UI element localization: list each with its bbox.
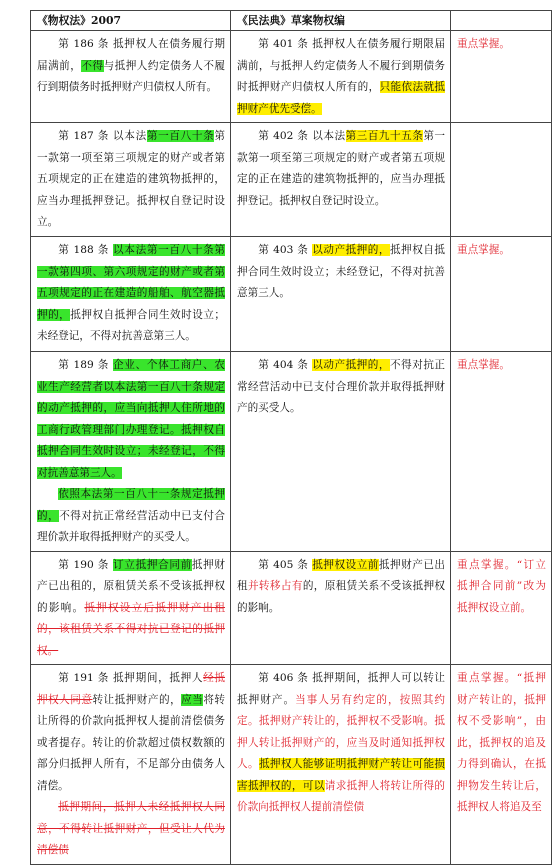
struck-text: 经抵押权人同意	[37, 672, 225, 706]
table-row	[31, 237, 552, 352]
paragraph	[237, 240, 445, 305]
highlighted-text: 以动产抵押的，	[312, 359, 390, 371]
text-segment: 第 405 条	[258, 558, 313, 571]
paragraph	[37, 126, 225, 234]
text-segment: 与抵押人约定债务人不履行到期债务时抵押财产归债权人所有。	[37, 59, 226, 93]
paragraph	[37, 240, 225, 348]
text-segment: 将转让所得的价款向抵押权人提前清偿债务或者提存。转让的价款超过债权数额的部分归抵押人所有，不足部分由债务人清偿。	[37, 693, 226, 792]
highlighted-text: 第一百八十条	[146, 130, 215, 142]
highlighted-text: 抵押权人能够证明抵押财产转让可能损害抵押权的，可以	[237, 758, 446, 792]
comparison-table-wrapper	[30, 10, 551, 865]
paragraph	[37, 797, 225, 862]
table-row	[31, 352, 552, 552]
cell-civil-code	[231, 352, 451, 552]
text-segment: 不得对抗正常经营活动中已支付合理价款并取得抵押财产的买受人。	[237, 359, 446, 414]
header-civil-code: 《民法典》草案物权编	[231, 11, 451, 31]
highlighted-text: 以动产抵押的，	[312, 244, 390, 256]
text-segment: 抵押财产已出租的，原租赁关系不受该抵押权的影响。	[37, 558, 226, 614]
text-segment: 转让抵押财产的，	[92, 693, 182, 706]
text-segment: 第 403 条	[258, 244, 313, 256]
text-segment: 第 187 条 以本法	[58, 130, 147, 142]
red-text: 抵押人转让抵押财产的，应当及时通知抵押权人。	[237, 715, 445, 770]
paragraph	[457, 555, 546, 620]
text-segment: 不得对抗正常经营活动中已支付合理价款并取得抵押财产的买受人。	[37, 509, 226, 543]
red-text: 当事人另有约定的，按照其约定。抵押财产转让的，抵押权不受影响。	[237, 693, 446, 727]
text-segment: 的，原租赁关系不受该抵押权的影响。	[237, 580, 446, 614]
text-segment: 第 186 条 抵押权人在债务履行期届满前，	[37, 38, 225, 72]
paragraph	[457, 240, 546, 262]
highlighted-text: 依照本法第一百八十一条规定抵押的，	[37, 488, 225, 522]
paragraph	[237, 668, 445, 819]
text-segment: 抵押权自抵押合同生效时设立；未经登记，不得对抗善意第三人。	[37, 308, 226, 342]
cell-civil-code	[231, 551, 451, 665]
paragraph	[457, 355, 546, 377]
cell-notes	[451, 551, 552, 665]
paragraph	[37, 34, 225, 99]
paragraph	[37, 484, 225, 549]
highlighted-text: 抵押权设立前	[312, 558, 379, 571]
cell-civil-code	[231, 123, 451, 237]
highlighted-text: 不得	[81, 59, 104, 72]
table-row	[31, 665, 552, 865]
text-segment: 抵押财产已出租	[237, 558, 446, 592]
highlighted-text: 只能依法就抵押财产优先受偿。	[237, 81, 446, 115]
paragraph	[457, 34, 546, 56]
red-text: 重点掌握。“订立抵押合同前”改为抵押权设立前。	[457, 558, 546, 614]
text-segment: 第 190 条	[58, 558, 114, 571]
highlighted-text: 订立抵押合同前	[113, 558, 192, 571]
cell-property-law	[31, 123, 231, 237]
paragraph	[237, 34, 445, 120]
red-text: 重点掌握。“抵押财产转让的，抵押权不受影响”，由此，抵押权的追及力得到确认，在抵押物发生转让后，抵押权人将追及至	[457, 672, 546, 813]
paragraph	[37, 555, 225, 663]
text-segment: 第一款第一项至第三项规定的财产或者第五项规定的正在建造的建筑物抵押的，应当办理抵押登记。抵押权自登记时设立。	[237, 130, 446, 207]
text-segment: 第 191 条 抵押期间，抵押人	[58, 672, 204, 684]
paragraph	[37, 668, 225, 797]
cell-notes	[451, 123, 552, 237]
comparison-table	[30, 10, 552, 865]
cell-property-law	[31, 352, 231, 552]
table-row	[31, 123, 552, 237]
red-text: 并转移占有	[247, 580, 303, 592]
paragraph	[457, 668, 546, 819]
paragraph	[237, 126, 445, 212]
red-text: 请求抵押人将转让所得的价款向抵押权人提前清偿债	[237, 779, 446, 813]
cell-civil-code	[231, 237, 451, 352]
text-segment: 第 406 条 抵押期间，抵押人可以转让抵押财产。	[237, 672, 445, 706]
text-segment: 第 189 条	[58, 359, 114, 371]
cell-notes	[451, 665, 552, 865]
paragraph	[237, 555, 445, 620]
cell-civil-code	[231, 665, 451, 865]
highlighted-text: 应当	[181, 693, 204, 706]
cell-notes	[451, 352, 552, 552]
red-text: 重点掌握。	[457, 38, 510, 50]
cell-property-law	[31, 665, 231, 865]
highlighted-text: 第三百九十五条	[345, 130, 424, 142]
struck-text: 抵押期间，抵押人未经抵押权人同意，不得转让抵押财产，但受让人代为清偿债	[37, 801, 225, 856]
text-segment: 第 188 条	[58, 244, 114, 256]
text-segment: 第 401 条 抵押权人在债务履行期限届满前，与抵押人约定债务人不履行到期债务时抵押财产归债权人所有的，	[237, 38, 445, 93]
table-row	[31, 31, 552, 123]
highlighted-text: 企业、个体工商户、农业生产经营者以本法第一百八十条规定的动产抵押的，应当向抵押人住所地的工商行政管理部门办理登记。抵押权自抵押合同生效时设立；未经登记，不得对抗善意第三人。	[37, 359, 226, 479]
cell-civil-code	[231, 31, 451, 123]
text-segment: 第 404 条	[258, 359, 313, 371]
header-property-law: 《物权法》2007	[31, 11, 231, 31]
red-text: 重点掌握。	[457, 244, 510, 256]
paragraph	[37, 355, 225, 484]
cell-notes	[451, 237, 552, 352]
struck-text: 抵押权设立后抵押财产出租的，该租赁关系不得对抗已登记的抵押权。	[37, 601, 226, 657]
cell-property-law	[31, 551, 231, 665]
highlighted-text: 以本法第一百八十条第一款第四项、第六项规定的财产或者第五项规定的正在建造的船舶、航空器抵押的，	[37, 244, 226, 321]
text-segment: 第一款第一项至第三项规定的财产或者第五项规定的正在建造的建筑物抵押的，应当办理抵押登记。抵押权自登记时设立。	[37, 130, 225, 228]
text-segment: 抵押权自抵押合同生效时设立；未经登记，不得对抗善意第三人。	[237, 244, 446, 299]
header-notes	[451, 11, 552, 31]
red-text: 重点掌握。	[457, 359, 510, 371]
cell-property-law	[31, 31, 231, 123]
text-segment: 第 402 条 以本法	[258, 130, 346, 142]
cell-property-law	[31, 237, 231, 352]
paragraph	[237, 355, 445, 420]
table-row	[31, 551, 552, 665]
cell-notes	[451, 31, 552, 123]
header-row	[31, 11, 552, 31]
